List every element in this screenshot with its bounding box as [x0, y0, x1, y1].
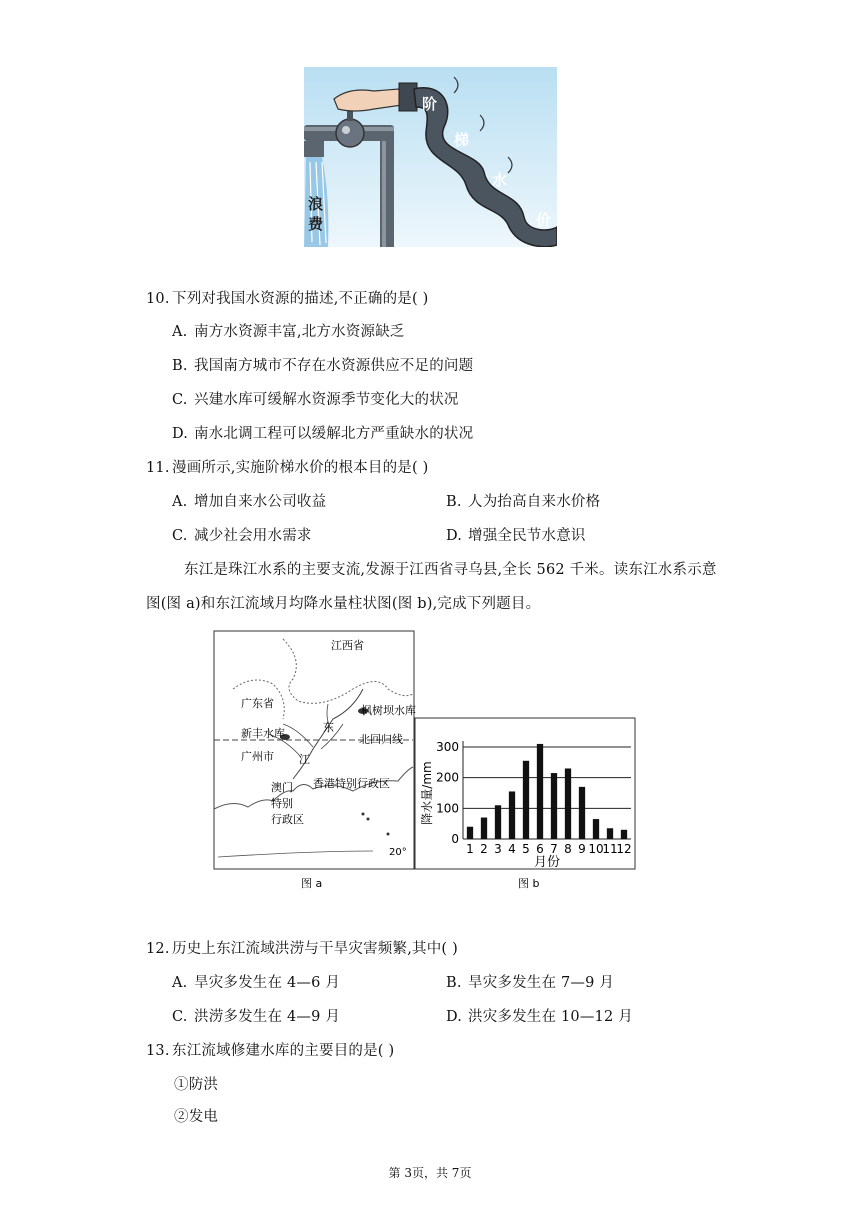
map-label-fengshuba: 枫树坝水库 — [361, 704, 416, 717]
stream-char-1: 浪 — [308, 195, 324, 213]
map-label-dong: 东 — [323, 721, 334, 734]
item-mark: ① — [174, 1077, 189, 1093]
q10-stem — [146, 290, 429, 308]
bar-5 — [523, 761, 529, 839]
option-letter: D. — [172, 426, 189, 442]
q12-option-d — [446, 1008, 633, 1026]
pipe-char-3: 水 — [492, 171, 508, 189]
q12-option-c — [172, 1008, 340, 1026]
item-mark: ② — [174, 1109, 189, 1125]
x-tick-label: 6 — [536, 842, 544, 856]
option-letter: C. — [172, 528, 188, 544]
option-text: 增加自来水公司收益 — [194, 494, 327, 510]
option-text: 洪涝多发生在 4—9 月 — [194, 1009, 341, 1025]
q10-option-b — [172, 357, 473, 375]
map-label-tropic: 北回归线 — [359, 733, 403, 746]
caption-fig-b: 图 b — [518, 877, 540, 890]
bar-11 — [607, 828, 613, 839]
q12-stem — [146, 940, 458, 958]
map-label-hongkong: 香港特别行政区 — [313, 777, 390, 790]
option-text: 旱灾多发生在 7—9 月 — [468, 975, 615, 991]
cartoon-svg — [304, 67, 557, 247]
bar-6 — [537, 744, 543, 839]
bar-9 — [579, 787, 585, 839]
q13-text: 东江流域修建水库的主要目的是( ) — [172, 1043, 395, 1059]
q11-option-a — [172, 493, 326, 511]
option-text: 洪灾多发生在 10—12 月 — [468, 1009, 633, 1025]
x-tick-label: 2 — [480, 842, 488, 856]
bar-8 — [565, 768, 571, 839]
map-label-guangdong: 广东省 — [241, 697, 274, 710]
q10-option-d — [172, 425, 473, 443]
q10-text: 下列对我国水资源的描述,不正确的是( ) — [172, 291, 429, 307]
q12-number: 12. — [146, 941, 170, 957]
x-tick-label: 3 — [494, 842, 502, 856]
q13-number: 13. — [146, 1043, 170, 1059]
option-letter: B. — [446, 494, 462, 510]
item-text: 发电 — [188, 1109, 219, 1125]
x-tick-label: 11 — [602, 842, 618, 856]
x-tick-label: 4 — [508, 842, 516, 856]
bar-4 — [509, 791, 515, 839]
map-label-xinfeng: 新丰水库 — [241, 727, 285, 740]
map-label-jiangxi: 江西省 — [331, 639, 364, 652]
option-text: 减少社会用水需求 — [194, 528, 312, 544]
option-letter: A. — [172, 975, 188, 991]
map-label-macau-2: 特别 — [271, 797, 293, 810]
map-label-macau-3: 行政区 — [271, 813, 304, 826]
map-label-jiang: 江 — [299, 753, 310, 766]
option-letter: D. — [446, 528, 463, 544]
y-tick-label: 200 — [436, 770, 459, 785]
option-letter: B. — [446, 975, 462, 991]
x-tick-label: 5 — [522, 842, 530, 856]
q11-option-c — [172, 527, 312, 545]
q10-option-a — [172, 323, 405, 341]
pipe-char-1: 阶 — [422, 95, 438, 113]
q11-number: 11. — [146, 460, 170, 476]
y-axis-label: 降水量/mm — [420, 761, 434, 825]
option-text: 南水北调工程可以缓解北方严重缺水的状况 — [194, 426, 474, 442]
q10-option-c — [172, 391, 459, 409]
q11-option-d — [446, 527, 586, 545]
q13-stem — [146, 1042, 394, 1060]
q13-item-2 — [174, 1108, 218, 1126]
x-axis-label: 月份 — [533, 855, 561, 870]
caption-fig-a: 图 a — [301, 877, 323, 890]
map-label-lat20: 20° — [389, 847, 407, 858]
map-label-guangzhou: 广州市 — [241, 750, 274, 763]
q11-stem — [146, 459, 429, 477]
option-letter: D. — [446, 1009, 463, 1025]
q10-number: 10. — [146, 291, 170, 307]
q12-option-a — [172, 974, 340, 992]
passage-line-1: 东江是珠江水系的主要支流,发源于江西省寻乌县,全长 562 千米。读东江水系示意 — [184, 562, 717, 578]
option-letter: C. — [172, 1009, 188, 1025]
figure-dongjiang — [213, 629, 645, 892]
q13-item-1 — [174, 1076, 218, 1094]
pipe-char-2: 梯 — [454, 131, 470, 149]
y-tick-label: 300 — [436, 740, 459, 754]
option-text: 人为抬高自来水价格 — [468, 494, 601, 510]
option-letter: A. — [172, 494, 188, 510]
y-tick-label: 0 — [451, 832, 459, 846]
figure-svg — [213, 629, 645, 892]
option-text: 兴建水库可缓解水资源季节变化大的状况 — [194, 392, 459, 408]
cartoon-tiered-water-price — [304, 67, 557, 247]
q12-option-b — [446, 974, 614, 992]
option-text: 南方水资源丰富,北方水资源缺乏 — [194, 324, 405, 340]
option-letter: A. — [172, 324, 188, 340]
passage-line-2: 图(图 a)和东江流域月均降水量柱状图(图 b),完成下列题目。 — [146, 596, 541, 612]
y-tick-label: 100 — [436, 801, 459, 816]
x-tick-label: 12 — [616, 842, 632, 856]
q11-text: 漫画所示,实施阶梯水价的根本目的是( ) — [172, 460, 429, 476]
item-text: 防洪 — [188, 1077, 219, 1093]
q11-option-b — [446, 493, 600, 511]
x-tick-label: 10 — [588, 842, 604, 856]
option-text: 我国南方城市不存在水资源供应不足的问题 — [194, 358, 474, 374]
bar-7 — [551, 773, 557, 839]
x-tick-label: 9 — [578, 842, 586, 856]
pipe-char-4: 价 — [536, 211, 552, 229]
option-text: 旱灾多发生在 4—6 月 — [194, 975, 341, 991]
page-footer: 第 3页，共 7页 — [388, 1166, 472, 1180]
x-tick-label: 7 — [550, 842, 558, 856]
x-tick-label: 8 — [564, 842, 572, 856]
x-tick-label: 1 — [466, 842, 474, 856]
map-label-macau-1: 澳门 — [271, 781, 293, 794]
option-letter: B. — [172, 358, 188, 374]
bar-3 — [495, 805, 501, 839]
bar-2 — [481, 818, 487, 839]
option-letter: C. — [172, 392, 188, 408]
stream-char-2: 费 — [308, 215, 324, 233]
bar-10 — [593, 819, 599, 839]
bar-1 — [467, 827, 473, 839]
q12-text: 历史上东江流域洪涝与干旱灾害频繁,其中( ) — [172, 941, 458, 957]
bar-12 — [621, 830, 627, 839]
option-text: 增强全民节水意识 — [468, 528, 586, 544]
